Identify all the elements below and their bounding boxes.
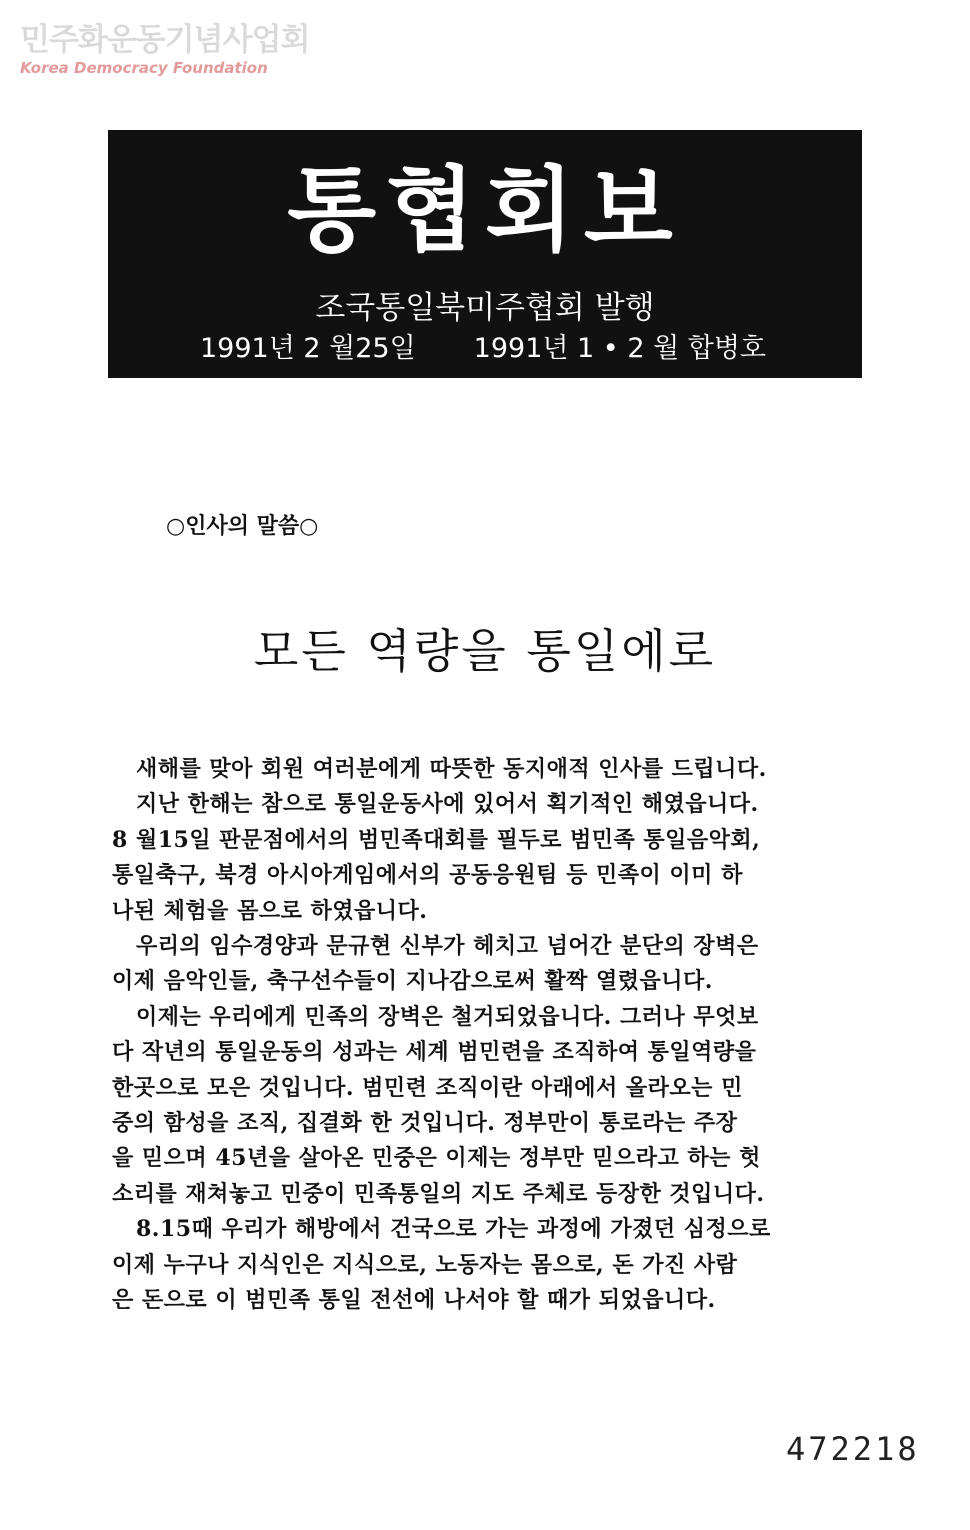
newsletter-masthead — [108, 130, 862, 378]
body-line: 한곳으로 모은 것입니다. 범민련 조직이란 아래에서 올라오는 민 — [112, 1074, 743, 1101]
foundation-watermark — [20, 22, 320, 78]
issue-date: 1991년 2 월25일 — [200, 333, 416, 364]
body-line: 8.15때 우리가 해방에서 건국으로 가는 과정에 가졌던 심정으로 — [136, 1216, 771, 1243]
watermark-korean-text: 민주화운동기념사업회 — [20, 22, 310, 58]
body-line: 통일축구, 북경 아시아게임에서의 공동응원팀 등 민족이 이미 하 — [112, 862, 743, 889]
article-body — [112, 752, 862, 1319]
body-line: 소리를 재쳐놓고 민중이 민족통일의 지도 주체로 등장한 것입니다. — [112, 1180, 765, 1207]
watermark-english-text: Korea Democracy Foundation — [20, 59, 268, 77]
masthead-title: 통협회보 — [287, 157, 683, 264]
masthead-dates — [200, 332, 862, 366]
body-line: 은 돈으로 이 범민족 통일 전선에 나서야 할 때가 되었읍니다. — [112, 1287, 716, 1314]
section-label: ○인사의 말씀○ — [166, 514, 319, 539]
body-line: 지난 한해는 참으로 통일운동사에 있어서 획기적인 해였읍니다. — [136, 791, 759, 818]
body-line: 다 작년의 통일운동의 성과는 세계 범민련을 조직하여 통일역량을 — [112, 1039, 757, 1066]
body-line: 8 월15일 판문점에서의 범민족대회를 필두로 범민족 통일음악회, — [112, 826, 761, 853]
body-line: 을 믿으며 45년을 살아온 민중은 이제는 정부만 믿으라고 하는 헛 — [112, 1145, 761, 1172]
body-line: 이제 누구나 지식인은 지식으로, 노동자는 몸으로, 돈 가진 사람 — [112, 1251, 738, 1278]
issue-label: 1991년 1 • 2 월 합병호 — [473, 333, 766, 364]
masthead-publisher: 조국통일북미주협회 발행 — [315, 290, 655, 326]
body-line: 이제는 우리에게 민족의 장벽은 철거되었읍니다. 그러나 무엇보 — [136, 1003, 759, 1030]
article-headline: 모든 역량을 통일에로 — [253, 624, 717, 678]
body-line: 이제 음악인들, 축구선수들이 지나감으로써 활짝 열렸읍니다. — [112, 968, 713, 995]
body-line: 나된 체험을 몸으로 하였읍니다. — [112, 897, 428, 924]
body-line: 중의 함성을 조직, 집결화 한 것입니다. 정부만이 통로라는 주장 — [112, 1110, 738, 1137]
handwritten-document-number: 472218 — [786, 1430, 920, 1468]
body-line: 우리의 임수경양과 문규현 신부가 헤치고 넘어간 분단의 장벽은 — [136, 933, 759, 960]
body-line: 새해를 맞아 회원 여러분에게 따뜻한 동지애적 인사를 드립니다. — [136, 756, 767, 782]
